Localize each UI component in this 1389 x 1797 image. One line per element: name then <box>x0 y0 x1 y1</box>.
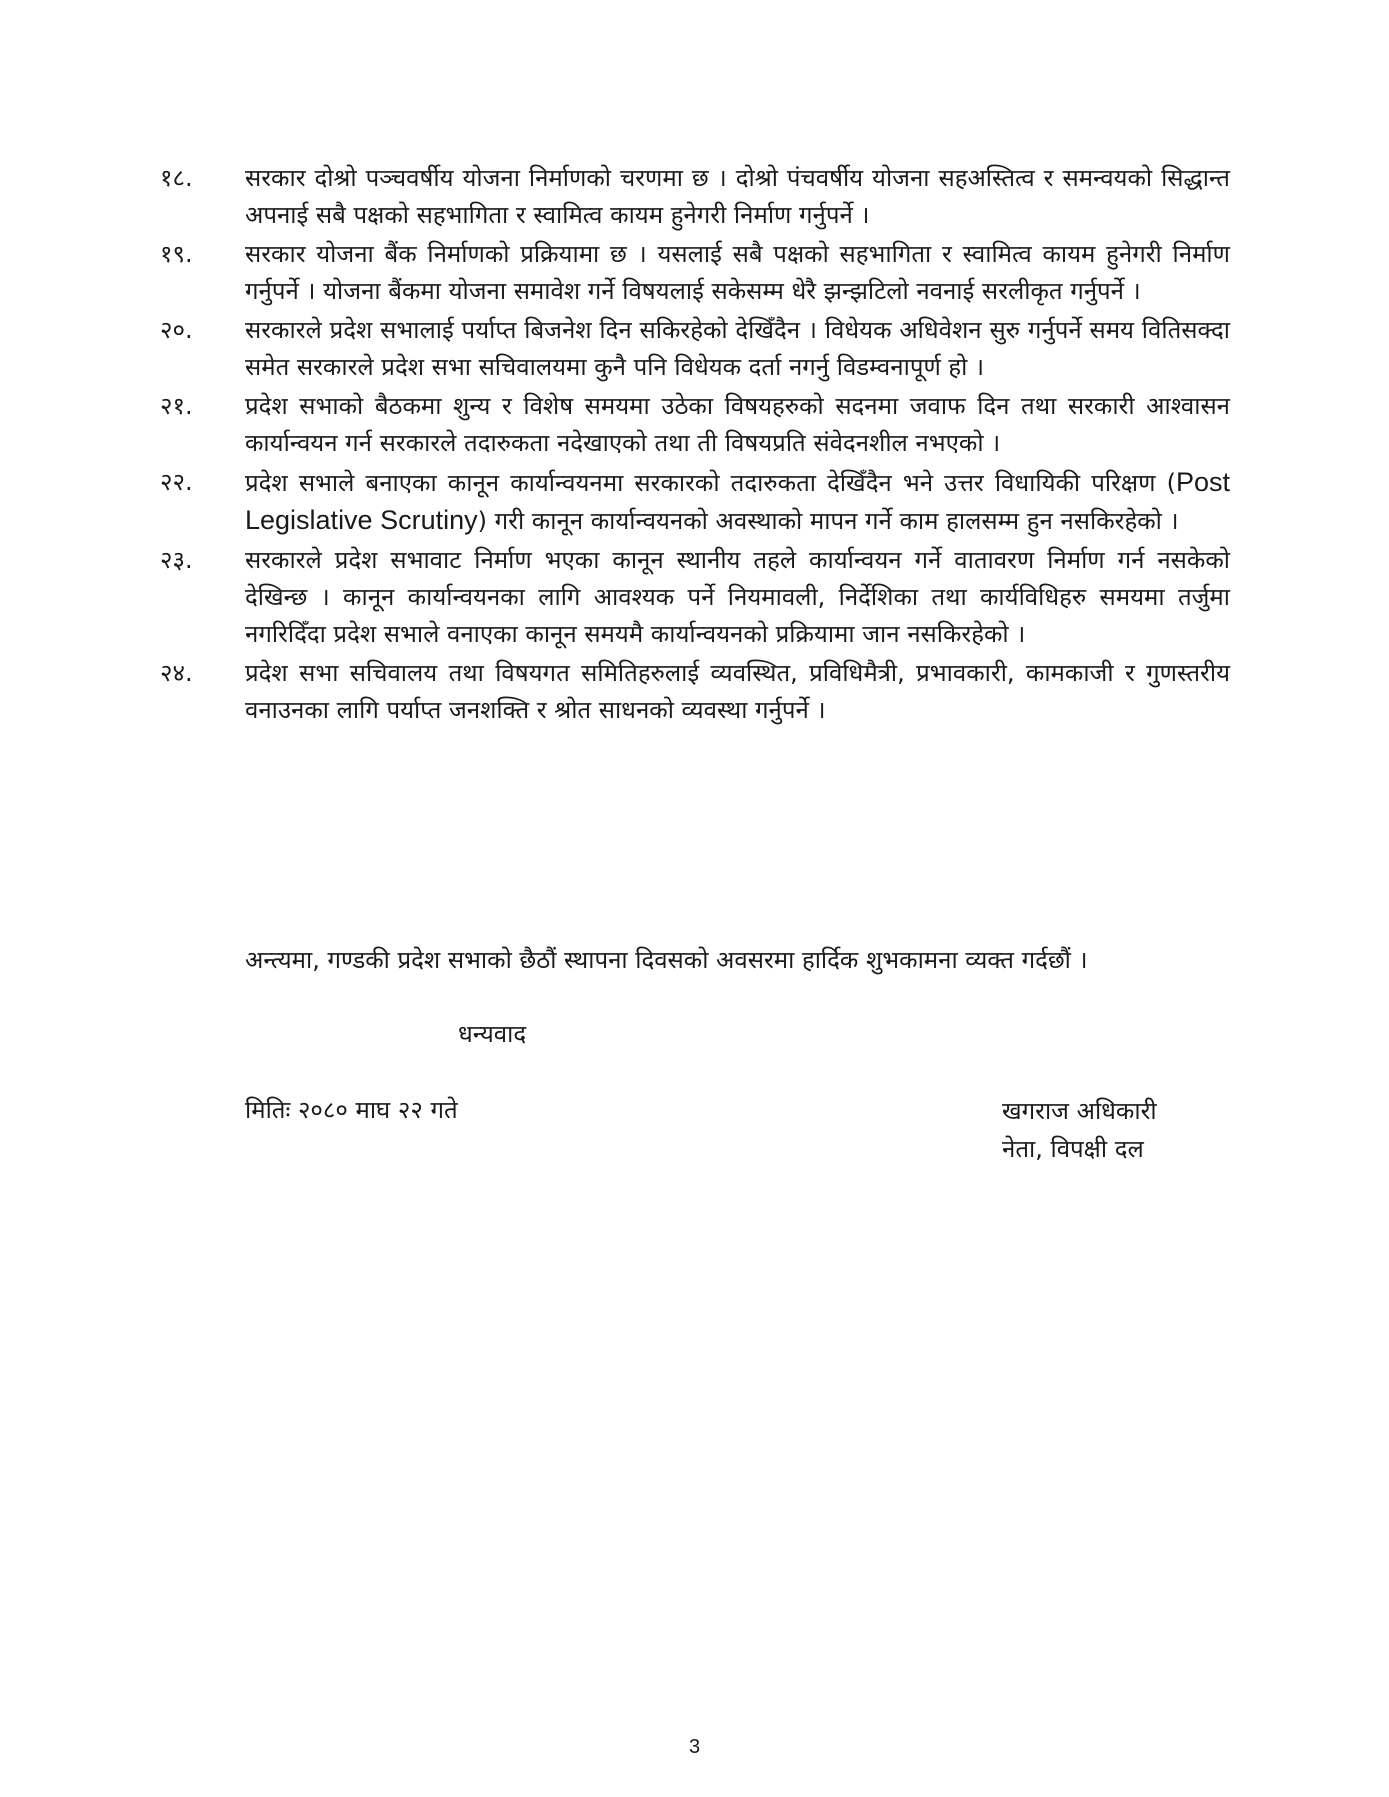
item-text-latin: Post Legislative Scrutiny <box>245 467 1230 535</box>
list-item <box>160 464 1230 540</box>
item-text-after: ) गरी कानून कार्यान्वयनको अवस्थाको मापन गर्ने काम हालसम्म हुन नसकिरहेको । <box>477 507 1179 535</box>
item-number: २१. <box>160 392 193 420</box>
item-text <box>245 464 1230 540</box>
list-item <box>160 655 1230 729</box>
item-text: सरकारले प्रदेश सभालाई पर्याप्त बिजनेश दिन सकिरहेको देखिँदैन । विधेयक अधिवेशन सुरु गर्नुपर्ने समय वितिसक्दा समेत सरकारले प्रदेश सभा सचिवालयमा कुनै पनि विधेयक दर्ता नगर्नु विडम्वनापूर्ण हो । <box>245 316 1230 381</box>
signature-block <box>1002 1092 1157 1168</box>
item-text-before: प्रदेश सभाले बनाएका कानून कार्यान्वयनमा सरकारको तदारुकता देखिँदैन भने उत्तर विधायिकी परिक्षण ( <box>245 469 1176 497</box>
item-number: १८. <box>160 164 193 192</box>
thanks-text: धन्यवाद <box>458 1020 527 1048</box>
list-item <box>160 236 1230 310</box>
signatory-name: खगराज अधिकारी <box>1002 1097 1157 1125</box>
item-number: २२. <box>160 468 193 496</box>
item-text: सरकारले प्रदेश सभावाट निर्माण भएका कानून स्थानीय तहले कार्यान्वयन गर्ने वातावरण निर्माण गर्न नसकेको देखिन्छ । कानून कार्यान्वयनका लागि आवश्यक पर्ने नियमावली, निर्देशिका तथा कार्यविधिहरु समयमा तर्जुमा नगरिदिँदा प्रदेश सभाले वनाएका कानून समयमै कार्यान्वयनको प्रक्रियामा जान नसकिरहेको । <box>245 546 1230 648</box>
item-number: २३. <box>160 546 193 574</box>
list-item <box>160 312 1230 386</box>
item-text: प्रदेश सभाको बैठकमा शुन्य र विशेष समयमा उठेका विषयहरुको सदनमा जवाफ दिन तथा सरकारी आश्वासन कार्यान्वयन गर्न सरकारले तदारुकता नदेखाएको तथा ती विषयप्रति संवेदनशील नभएको । <box>245 392 1230 457</box>
item-number: १९. <box>160 240 193 268</box>
item-number: २०. <box>160 316 193 344</box>
list-item <box>160 542 1230 653</box>
page-number: 3 <box>688 1736 701 1758</box>
date-line: मितिः २०८० माघ २२ गते <box>245 1096 458 1124</box>
closing-paragraph: अन्त्यमा, गण्डकी प्रदेश सभाको छैठौं स्थापना दिवसको अवसरमा हार्दिक शुभकामना व्यक्त गर्दछौं । <box>245 946 1088 974</box>
item-text: सरकार योजना बैंक निर्माणको प्रक्रियामा छ । यसलाई सबै पक्षको सहभागिता र स्वामित्व कायम हुनेगरी निर्माण गर्नुपर्ने । योजना बैंकमा योजना समावेश गर्ने विषयलाई सकेसम्म धेरै झन्झटिलो नवनाई सरलीकृत गर्नुपर्ने । <box>245 240 1230 305</box>
list-item <box>160 388 1230 462</box>
list-item <box>160 160 1230 234</box>
signatory-title: नेता, विपक्षी दल <box>1002 1135 1144 1163</box>
numbered-list <box>160 160 1230 731</box>
item-text: सरकार दोश्रो पञ्चवर्षीय योजना निर्माणको चरणमा छ । दोश्रो पंचवर्षीय योजना सहअस्तित्व र समन्वयको सिद्धान्त अपनाई सबै पक्षको सहभागिता र स्वामित्व कायम हुनेगरी निर्माण गर्नुपर्ने । <box>245 164 1230 229</box>
item-text: प्रदेश सभा सचिवालय तथा विषयगत समितिहरुलाई व्यवस्थित, प्रविधिमैत्री, प्रभावकारी, कामकाजी र गुणस्तरीय वनाउनका लागि पर्याप्त जनशक्ति र श्रोत साधनको व्यवस्था गर्नुपर्ने । <box>245 659 1230 724</box>
item-number: २४. <box>160 659 193 687</box>
